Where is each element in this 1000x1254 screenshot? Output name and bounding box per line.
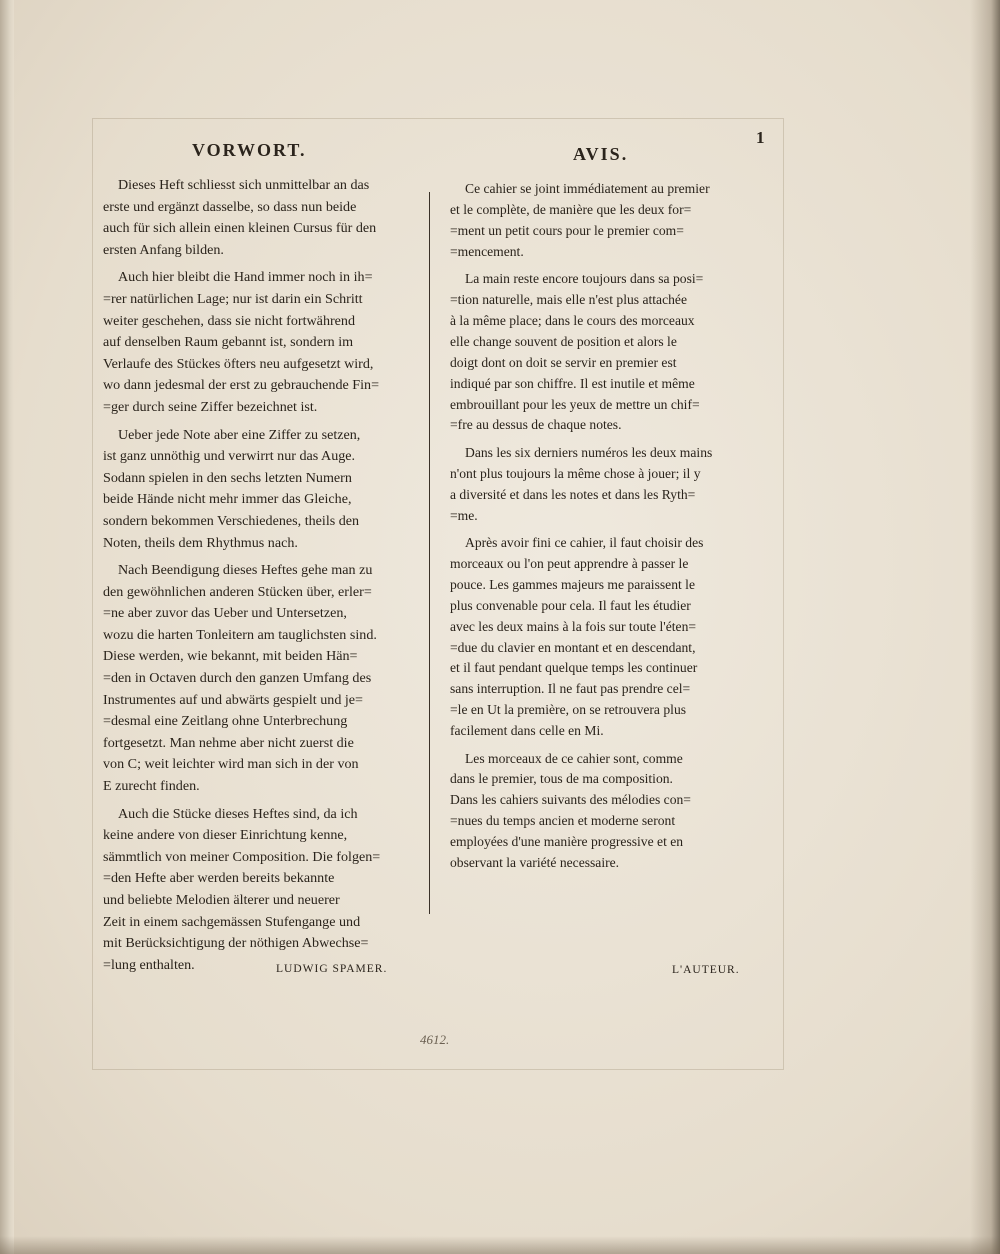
text-line: von C; weit leichter wird man sich in der von xyxy=(103,756,359,773)
text-line: =desmal eine Zeitlang ohne Unterbrechung xyxy=(103,713,348,730)
german-text-column xyxy=(103,175,425,976)
text-line: sämmtlich von meiner Composition. Die folgen= xyxy=(103,848,381,865)
text-line: und beliebte Melodien älterer und neuerer xyxy=(103,892,340,908)
text-line: Dans les six derniers numéros les deux mains xyxy=(465,444,713,460)
text-line: =lung enthalten. xyxy=(103,956,195,973)
text-line: erste und ergänzt dasselbe, so dass nun beide xyxy=(103,198,357,215)
french-paragraph xyxy=(450,179,766,263)
page-edge-bottom xyxy=(0,1236,1000,1254)
text-line: keine andere von dieser Einrichtung kenne, xyxy=(103,827,348,844)
text-line: Zeit in einem sachgemässen Stufengange und xyxy=(103,913,361,930)
text-line: indiqué par son chiffre. Il est inutile et même xyxy=(450,375,695,391)
text-line: ersten Anfang bilden. xyxy=(103,241,224,258)
text-line: Dieses Heft schliesst sich unmittelbar an das xyxy=(118,177,370,193)
text-line: auf denselben Raum gebannt ist, sondern im xyxy=(103,334,354,351)
text-line: a diversité et dans les notes et dans les Ryth= xyxy=(450,486,696,502)
german-paragraph xyxy=(103,560,425,798)
german-paragraph xyxy=(103,804,425,977)
french-paragraph xyxy=(450,533,766,742)
text-line: et le complète, de manière que les deux for= xyxy=(450,201,692,217)
text-line: ist ganz unnöthig und verwirrt nur das Auge. xyxy=(103,448,356,465)
text-line: =mencement. xyxy=(450,243,524,259)
text-line: facilement dans celle en Mi. xyxy=(450,723,604,739)
page-edge-right xyxy=(970,0,1000,1254)
text-line: =den Hefte aber werden bereits bekannte xyxy=(103,870,335,887)
signature-german: LUDWIG SPAMER. xyxy=(276,963,388,975)
text-line: La main reste encore toujours dans sa posi= xyxy=(465,271,704,287)
text-line: den gewöhnlichen anderen Stücken über, erler= xyxy=(103,583,372,600)
german-paragraph xyxy=(103,175,425,261)
text-line: mit Berücksichtigung der nöthigen Abwechse= xyxy=(103,935,369,952)
text-line: observant la variété necessaire. xyxy=(450,855,620,871)
page-number: 1 xyxy=(756,128,765,147)
text-line: =due du clavier en montant et en descendant, xyxy=(450,639,696,655)
plate-number: 4612. xyxy=(420,1032,450,1047)
text-line: =le en Ut la première, on se retrouvera plus xyxy=(450,702,687,718)
text-line: elle change souvent de position et alors le xyxy=(450,333,677,349)
text-line: et il faut pendant quelque temps les continuer xyxy=(450,660,698,676)
text-line: avec les deux mains à la fois sur toute l'éten= xyxy=(450,618,697,634)
text-line: =nues du temps ancien et moderne seront xyxy=(450,813,676,829)
text-line: à la même place; dans le cours des morceaux xyxy=(450,312,695,328)
text-line: employées d'une manière progressive et en xyxy=(450,834,684,850)
text-line: =rer natürlichen Lage; nur ist darin ein Schritt xyxy=(103,290,363,307)
text-line: =ne aber zuvor das Ueber und Untersetzen, xyxy=(103,605,347,622)
heading-vorwort: VORWORT. xyxy=(192,140,307,160)
text-line: =den in Octaven durch den ganzen Umfang des xyxy=(103,670,372,687)
text-line: =ger durch seine Ziffer bezeichnet ist. xyxy=(103,398,318,415)
text-line: E zurecht finden. xyxy=(103,778,200,795)
binding-gutter xyxy=(0,0,14,1254)
text-line: Ueber jede Note aber eine Ziffer zu setzen, xyxy=(118,426,361,443)
text-line: Nach Beendigung dieses Heftes gehe man zu xyxy=(118,562,373,579)
text-line: embrouillant pour les yeux de mettre un chif= xyxy=(450,396,700,412)
french-text-column xyxy=(450,179,766,874)
text-line: Dans les cahiers suivants des mélodies con= xyxy=(450,792,691,808)
signature-french: L'AUTEUR. xyxy=(672,964,740,976)
text-line: Sodann spielen in den sechs letzten Numern xyxy=(103,469,352,486)
text-line: beide Hände nicht mehr immer das Gleiche, xyxy=(103,491,352,508)
text-line: Verlaufe des Stückes öfters neu aufgesetzt wird, xyxy=(103,355,374,372)
text-line: =tion naturelle, mais elle n'est plus attachée xyxy=(450,292,687,308)
heading-avis: AVIS. xyxy=(573,144,629,164)
text-line: Noten, theils dem Rhythmus nach. xyxy=(103,534,298,551)
french-paragraph xyxy=(450,749,766,874)
text-line: wozu die harten Tonleitern am tauglichsten sind. xyxy=(103,626,377,643)
text-line: pouce. Les gammes majeurs me paraissent le xyxy=(450,576,695,592)
text-line: =fre au dessus de chaque notes. xyxy=(450,417,622,433)
column-divider xyxy=(429,192,430,914)
french-paragraph xyxy=(450,269,766,436)
text-line: morceaux ou l'on peut apprendre à passer le xyxy=(450,555,689,571)
text-line: Auch hier bleibt die Hand immer noch in ih= xyxy=(118,269,373,286)
text-line: auch für sich allein einen kleinen Cursus für den xyxy=(103,220,377,237)
text-line: Diese werden, wie bekannt, mit beiden Hän= xyxy=(103,648,358,665)
text-line: dans le premier, tous de ma composition. xyxy=(450,771,673,787)
text-line: Instrumentes auf und abwärts gespielt und je= xyxy=(103,691,364,708)
text-line: =ment un petit cours pour le premier com= xyxy=(450,222,684,238)
french-paragraph xyxy=(450,443,766,527)
text-line: sans interruption. Il ne faut pas prendre cel= xyxy=(450,681,691,697)
text-line: Après avoir fini ce cahier, il faut choisir des xyxy=(465,535,704,550)
german-paragraph xyxy=(103,425,425,555)
text-line: weiter geschehen, dass sie nicht fortwährend xyxy=(103,312,356,329)
text-line: wo dann jedesmal der erst zu gebrauchende Fin= xyxy=(103,377,380,394)
text-line: n'ont plus toujours la même chose à jouer; il y xyxy=(450,465,701,481)
german-paragraph xyxy=(103,267,425,418)
text-line: plus convenable pour cela. Il faut les étudier xyxy=(450,597,691,613)
text-line: =me. xyxy=(450,507,478,523)
text-line: Auch die Stücke dieses Heftes sind, da ich xyxy=(118,805,358,822)
text-line: sondern bekommen Verschiedenes, theils den xyxy=(103,512,360,529)
text-line: doigt dont on doit se servir en premier est xyxy=(450,354,677,370)
text-line: fortgesetzt. Man nehme aber nicht zuerst die xyxy=(103,734,354,751)
text-line: Les morceaux de ce cahier sont, comme xyxy=(465,750,683,766)
text-line: Ce cahier se joint immédiatement au premier xyxy=(465,181,710,196)
